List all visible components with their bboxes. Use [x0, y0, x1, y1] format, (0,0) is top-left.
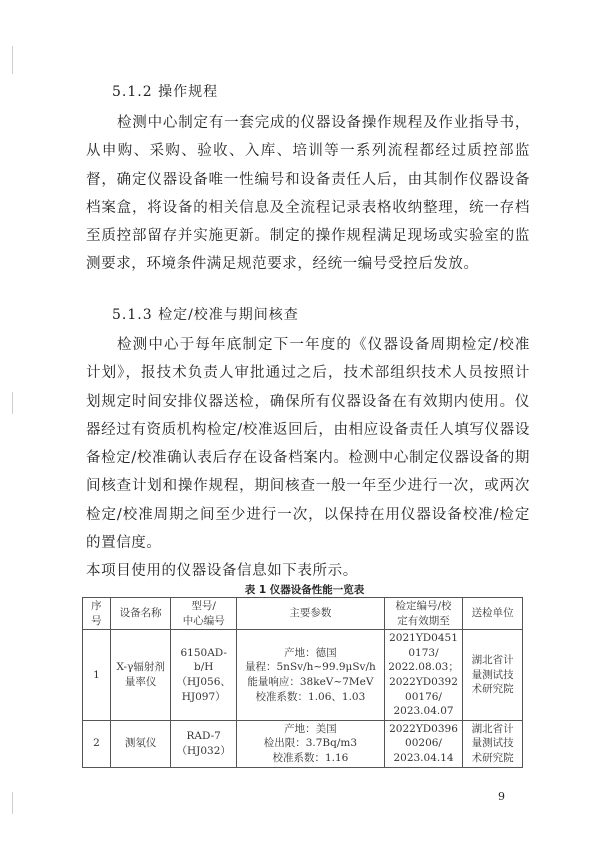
- header-name: 设备名称: [110, 598, 171, 630]
- cell-unit: 湖北省计 量测试技 术研究院: [463, 630, 523, 721]
- scan-edge-mark: [12, 46, 16, 74]
- header-params: 主要参数: [236, 598, 384, 630]
- section-heading-5-1-3: 5.1.3 检定/校准与期间核查: [112, 307, 299, 323]
- cell-no: 2: [83, 720, 111, 767]
- header-cert: 检定编号/校 定有效期至: [384, 598, 462, 630]
- paragraph-operating-procedures: 检测中心制定有一套完成的仪器设备操作规程及作业指导书，从申购、采购、验收、入库、培训等一系列流程都经过质控部监督，确定仪器设备唯一性编号和设备责任人后，由其制作仪器设备档案盒，将设备的相关信息及全流程记录表格收纳整理，统一存档至质控部留存并实施更新。制定的操作规程满足现场或实验室的监测要求，环境条件满足规范要求，经统一编号受控后发放。: [86, 115, 530, 273]
- cell-cert: 2021YD0451 0173/ 2022.08.03； 2022YD0392 00176/ 2023.04.07: [384, 630, 462, 721]
- cell-no: 1: [83, 630, 111, 721]
- table-caption: 表 1 仪器设备性能一览表: [244, 584, 365, 596]
- header-unit: 送检单位: [463, 598, 523, 630]
- cell-model: 6150AD-b/H （HJ056、 HJ097）: [171, 630, 236, 721]
- table-row: [83, 720, 523, 767]
- equipment-table: [82, 597, 523, 768]
- page-number: 9: [498, 790, 505, 803]
- cell-name: X-γ辐射剂 量率仪: [110, 630, 171, 721]
- table-header-row: [83, 598, 523, 630]
- header-model: 型号/ 中心编号: [171, 598, 236, 630]
- header-no: 序 号: [83, 598, 111, 630]
- cell-cert: 2022YD0396 00206/ 2023.04.14: [384, 720, 462, 767]
- cell-params: 产地：德国 量程：5nSv/h~99.9μSv/h 能量响应：38keV~7MeV 校准系数：1.06、1.03: [236, 630, 384, 721]
- scan-edge-mark: [12, 392, 16, 414]
- cell-unit: 湖北省计 量测试技 术研究院: [463, 720, 523, 767]
- section-heading-5-1-2: 5.1.2 操作规程: [112, 84, 219, 100]
- cell-model: RAD-7 （HJ032）: [171, 720, 236, 767]
- cell-params: 产地：美国 检出限：3.7Bq/m3 校准系数：1.16: [236, 720, 384, 767]
- table-row: [83, 630, 523, 721]
- paragraph-table-intro: 本项目使用的仪器设备信息如下表所示。: [86, 563, 358, 579]
- cell-name: 测氡仪: [110, 720, 171, 767]
- paragraph-calibration: 检测中心于每年底制定下一年度的《仪器设备周期检定/校准计划》，报技术负责人审批通过之后，技术部组织技术人员按照计划规定时间安排仪器送检，确保所有仪器设备在有效期内使用。仪器经过有资质机构检定/校准返回后，由相应设备责任人填写仪器设备检定/校准确认表后存在设备档案内。检测中心制定仪器设备的期间核查计划和操作规程，期间核查一般一年至少进行一次，或两次检定/校准周期之间至少进行一次，以保持在用仪器设备校准/检定的置信度。: [86, 337, 530, 552]
- scan-edge-mark: [12, 792, 16, 814]
